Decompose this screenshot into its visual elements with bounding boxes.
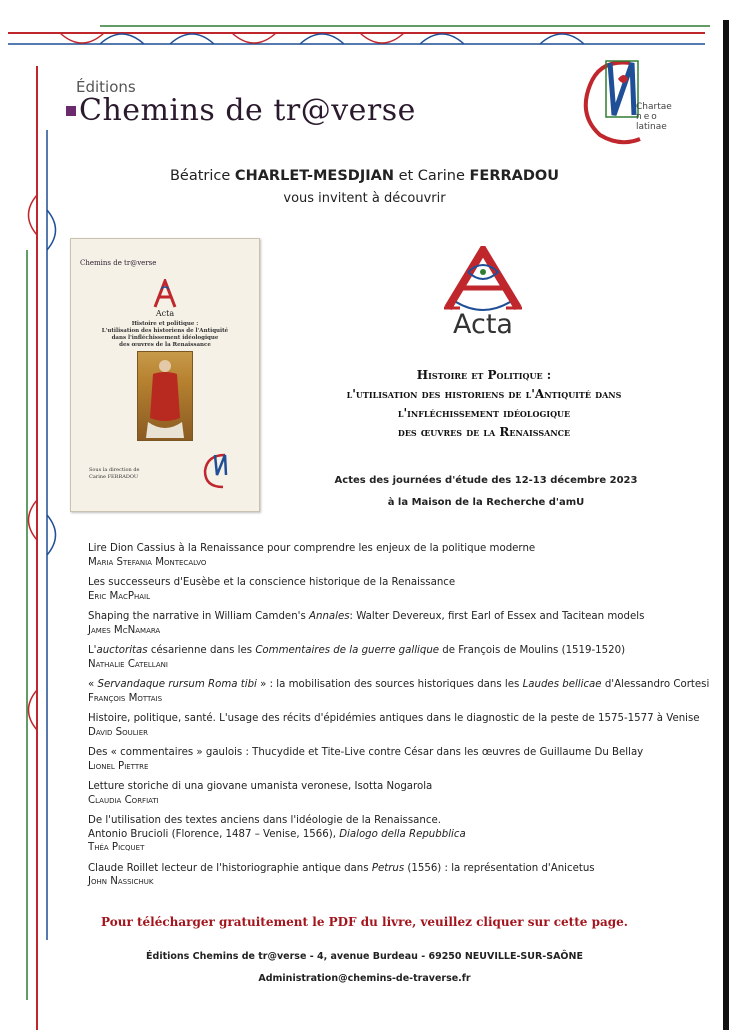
footer-address: Éditions Chemins de tr@verse - 4, avenue Burdeau - 69250 NEUVILLE-SUR-SAÔNE	[146, 951, 583, 962]
toc-entry	[88, 862, 708, 889]
publisher-square	[66, 106, 76, 116]
name2-last: FERRADOU	[469, 168, 560, 184]
cover-title	[79, 321, 251, 349]
cover-a-logo	[153, 279, 177, 309]
logo-line2: neo	[636, 112, 659, 122]
invitation-line1	[0, 168, 729, 184]
cover-title-l2: L'utilisation des historiens de l'Antiquité	[101, 328, 229, 334]
toc-author: François Mottais	[88, 692, 163, 704]
toc-entry	[88, 814, 708, 855]
toc-entry	[88, 644, 708, 671]
toc-title-part: Shaping the narrative in William Camden's	[88, 611, 310, 622]
invitation-line2: vous invitent à découvrir	[283, 191, 446, 206]
name1-last: CHARLET-MESDJIAN	[234, 168, 394, 184]
toc-entry	[88, 576, 708, 603]
toc-author: James McNamara	[88, 624, 161, 636]
toc-title-line2	[88, 828, 708, 842]
toc-title: Letture storiche di una giovane umanista veronese, Isotta Nogarola	[88, 781, 433, 792]
toc-title-italic: auctoritas	[96, 645, 148, 656]
book-title-l4: des œuvres de la Renaissance	[397, 425, 571, 439]
cover-acta: Acta	[155, 309, 175, 318]
cover-direction	[89, 467, 140, 481]
toc-title-part: de François de Moulins (1519-1520)	[439, 645, 626, 656]
table-of-contents	[88, 542, 708, 896]
toc-title: Histoire, politique, santé. L'usage des récits d'épidémies antiques dans le diagnostic de la peste de 1575-1577 à Venise	[88, 713, 700, 724]
toc-author: Théa Picquet	[88, 842, 145, 853]
toc-author: David Soulier	[88, 726, 149, 738]
cover-painting	[137, 351, 193, 441]
publisher-name-a: Chemins de tr	[79, 93, 301, 128]
toc-entry	[88, 746, 708, 773]
toc-title-part: L'	[88, 645, 97, 656]
logo-line3: latinae	[636, 122, 667, 132]
toc-title-italic: Laudes bellicae	[522, 679, 602, 690]
cover-title-l4: des œuvres de la Renaissance	[119, 342, 211, 348]
toc-title: De l'utilisation des textes anciens dans l'idéologie de la Renaissance.	[88, 815, 441, 826]
name1-first: Béatrice	[169, 168, 235, 184]
book-title	[296, 366, 672, 442]
toc-entry	[88, 678, 708, 705]
publisher-name	[66, 93, 416, 128]
actes-line1: Actes des journées d'étude des 12-13 décembre 2023	[334, 475, 638, 486]
toc-title: Des « commentaires » gaulois : Thucydide et Tite-Live contre César dans les œuvres de Guillaume Du Bellay	[88, 747, 644, 758]
toc-title-italic: Commentaires de la guerre gallique	[255, 645, 440, 656]
toc-title-part: Claude Roillet lecteur de l'historiographie antique dans	[88, 862, 372, 874]
invitation-conj: et Carine	[393, 168, 470, 184]
cover-dir-l1: Sous la direction de	[89, 467, 140, 473]
toc-title-part: Antonio Brucioli (Florence, 1487 – Venise, 1566),	[88, 828, 340, 840]
book-cover[interactable]	[70, 238, 260, 512]
right-edge-bar	[723, 20, 729, 1030]
actes-line2: à la Maison de la Recherche d'amU	[387, 497, 585, 508]
toc-title-italic: Servandaque rursum Roma tibi	[97, 679, 257, 690]
toc-title-part: «	[88, 679, 98, 690]
toc-author: John Nassichuk	[88, 876, 154, 887]
toc-title-italic: Dialogo della Repubblica	[339, 828, 466, 840]
cover-title-l1: Histoire et politique :	[131, 321, 199, 327]
book-title-l1: Histoire et Politique :	[416, 368, 552, 382]
cover-title-l3: dans l'infléchissement idéologique	[111, 335, 219, 341]
toc-author: Claudia Corfiati	[88, 794, 159, 806]
toc-title-part: : Walter Devereux, first Earl of Essex and Tacitean models	[349, 611, 645, 622]
cover-publisher: Chemins de tr@verse	[80, 259, 157, 267]
toc-author: Nathalie Catellani	[88, 658, 168, 670]
toc-entry	[88, 542, 708, 569]
footer-email[interactable]: Administration@chemins-de-traverse.fr	[258, 973, 471, 984]
toc-title-italic: Petrus	[371, 862, 405, 874]
toc-title-part: (1556) : la représentation d'Anicetus	[404, 862, 595, 874]
toc-entry	[88, 780, 708, 807]
toc-title: Les successeurs d'Eusèbe et la conscience historique de la Renaissance	[88, 577, 456, 588]
publisher-name-b: verse	[331, 93, 416, 128]
painting-figure	[138, 352, 192, 440]
acta-word: Acta	[453, 309, 513, 340]
toc-title	[88, 678, 708, 692]
toc-title	[88, 644, 708, 658]
publisher-label: Éditions	[76, 78, 136, 96]
book-title-l2: l'utilisation des historiens de l'Antiquité dans	[346, 387, 622, 401]
toc-title-part: césarienne dans les	[147, 645, 256, 656]
toc-author: Maria Stefania Montecalvo	[88, 556, 207, 568]
logo-text	[636, 102, 672, 132]
download-pdf-link[interactable]: Pour télécharger gratuitement le PDF du livre, veuillez cliquer sur cette page.	[101, 915, 628, 929]
toc-entry	[88, 610, 708, 637]
cover-chartae-logo	[199, 451, 239, 491]
toc-title	[88, 862, 708, 876]
toc-title	[88, 610, 708, 624]
toc-entry	[88, 712, 708, 739]
toc-title: Lire Dion Cassius à la Renaissance pour comprendre les enjeux de la politique moderne	[88, 543, 536, 554]
book-title-l3: l'infléchissement idéologique	[397, 406, 571, 420]
cover-dir-l2: Carine FERRADOU	[89, 474, 139, 480]
toc-title-part: » : la mobilisation des sources historiques dans les	[256, 679, 523, 690]
toc-title-italic: Annales	[309, 611, 350, 622]
toc-author: Eric MacPhail	[88, 590, 150, 602]
publisher-name-at: @	[300, 93, 332, 128]
toc-author: Lionel Piettre	[88, 760, 149, 772]
toc-title-part: d'Alessandro Cortesi	[601, 679, 710, 690]
logo-line1: Chartae	[636, 102, 672, 112]
